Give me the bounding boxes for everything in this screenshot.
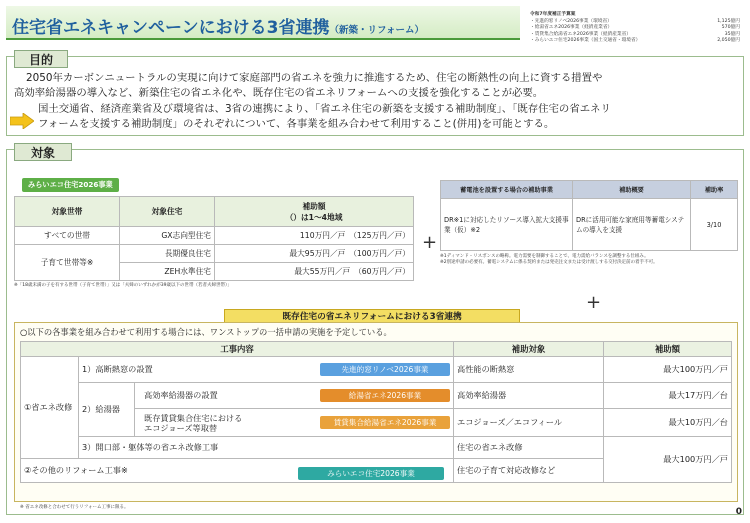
table-row: 子育て世帯等※ 長期優良住宅 最大95万円／戸 （100万円／戸）	[15, 245, 414, 263]
col-household: 対象世帯	[15, 197, 120, 227]
purpose-line-2: 高効率給湯器の導入など、新築住宅の省エネ化や、既存住宅の省エネリフォームへの支援を強化することが必要。	[14, 87, 544, 99]
arrow-right-icon	[10, 113, 34, 129]
target-tag: 対象	[14, 143, 72, 161]
new-build-table	[14, 196, 414, 281]
budget-header: 令和7年度補正予算案	[530, 12, 576, 17]
budget-box	[530, 12, 740, 45]
col-subsidy: 補助額 （）は1～4地域	[215, 197, 414, 227]
col-house: 対象住宅	[120, 197, 215, 227]
reform-intro: ○以下の各事業を組み合わせて利用する場合には、ワンストップの一括申請の実施を予定している。	[20, 327, 392, 337]
badge-chintai: 賃貸集合給湯省エネ2026事業	[320, 416, 450, 429]
budget-row: ・先進的窓リノベ2026事業（環境省） 1,125億円	[530, 18, 740, 24]
badge-kyuto: 給湯省エネ2026事業	[320, 389, 450, 402]
battery-note-2: ※2別途申請の必要有。蓄電システムに係る契約または発売注文または受け渡しする交付決定前の着手不可。	[440, 260, 658, 265]
reform-footnote: ※ 省エネ改修と合わせて行うリフォーム工事に限る。	[20, 505, 129, 510]
table-row: 3）開口部・躯体等の省エネ改修工事 住宅の省エネ改修 最大100万円／戸	[21, 437, 732, 459]
budget-row: ・みらいエコ住宅2026事業（国土交通省・環境省） 2,050億円	[530, 38, 740, 44]
purpose-line-4: フォームを支援する補助制度」のそれぞれについて、各事業を組み合わせて利用すること(併用)を可能とする。	[38, 118, 555, 130]
plus-sign-1: +	[422, 232, 438, 253]
table-row: ①省エネ改修 1）高断熱窓の設置 先進的窓リノベ2026事業 高性能の断熱窓 最大100万円／戸	[21, 357, 732, 383]
plus-sign-2: +	[586, 292, 602, 313]
new-build-footnote: ※「18歳未満の子を有する世帯（子育て世帯）」又は「夫婦のいずれかが39歳以下の世帯（若者夫婦世帯）」	[14, 283, 232, 288]
purpose-line-1: 2050年カーボンニュートラルの実現に向けて家庭部門の省エネを強力に推進するため、住宅の断熱性の向上に資する措置や	[26, 72, 603, 84]
table-row: 既存賃貸集合住宅における エコジョーズ等取替 賃貸集合給湯省エネ2026事業 エコジョーズ／エコフィール 最大10万円／台	[21, 409, 732, 437]
page-number: 0	[735, 507, 742, 517]
budget-row: ・賃貸集合給湯省エネ2026事業（経済産業省） 35億円	[530, 31, 740, 37]
badge-mirai: みらいエコ住宅2026事業	[298, 467, 444, 480]
purpose-line-3: 国土交通省、経済産業省及び環境省は、3省の連携により、「省エネ住宅の新築を支援する補助制度」、「既存住宅の省エネリ	[38, 103, 611, 115]
purpose-tag: 目的	[14, 50, 68, 68]
budget-row: ・給湯省エネ2026事業（経済産業省） 570億円	[530, 25, 740, 31]
reform-table-wrap	[20, 341, 732, 483]
table-row: すべての世帯 GX志向型住宅 110万円／戸 （125万円／戸）	[15, 227, 414, 245]
battery-note-1: ※1ディマンド・リスポンスの略称。電力需要を制御することで、電力需給バランスを調整する仕組み。	[440, 254, 649, 259]
reform-table: 工事内容 補助対象 補助額 ①省エネ改修 1）高断熱窓の設置 先進的窓リノベ2026事業 高性能の断熱窓 最大100万円／戸 2）給湯器 高効率給湯器の設置 給湯省エネ2026事業 高効率給湯器 最大17万円／台 既存賃貸集合住宅における エコジョーズ等取替 賃貸集合給湯省エネ2026事業 エコジョーズ／エコフィール 最大10万円／台 3）開口部・躯体等の省エネ改修工事 住宅の省エネ改修 最大100万円／戸 ②その他のリフォーム工事※ 住宅の子育て対応改修など	[20, 341, 732, 483]
battery-table: 蓄電池を設置する場合の補助事業 補助概要 補助率 DR※1に対応したリソース導入拡大支援事業（仮）※2 DRに活用可能な家庭用等蓄電システムの導入を支援 3/10	[440, 180, 738, 251]
new-build-header: みらいエコ住宅2026事業	[22, 178, 119, 192]
page-subtitle: （新築・リフォーム）	[329, 25, 425, 36]
page-title: 住宅省エネキャンペーンにおける3省連携	[12, 18, 330, 38]
table-row: DR※1に対応したリソース導入拡大支援事業（仮）※2 DRに活用可能な家庭用等蓄電システムの導入を支援 3/10	[441, 199, 738, 251]
battery-panel	[440, 180, 738, 266]
title-banner	[6, 6, 520, 40]
table-row: 2）給湯器 高効率給湯器の設置 給湯省エネ2026事業 高効率給湯器 最大17万円／台	[21, 383, 732, 409]
new-build-panel	[14, 172, 414, 289]
reform-header: 既存住宅の省エネリフォームにおける3省連携	[224, 309, 520, 323]
table-row: ②その他のリフォーム工事※ 住宅の子育て対応改修など	[21, 459, 732, 483]
table-row: ZEH水準住宅 最大55万円／戸 （60万円／戸）	[15, 263, 414, 281]
badge-mado: 先進的窓リノベ2026事業	[320, 363, 450, 376]
